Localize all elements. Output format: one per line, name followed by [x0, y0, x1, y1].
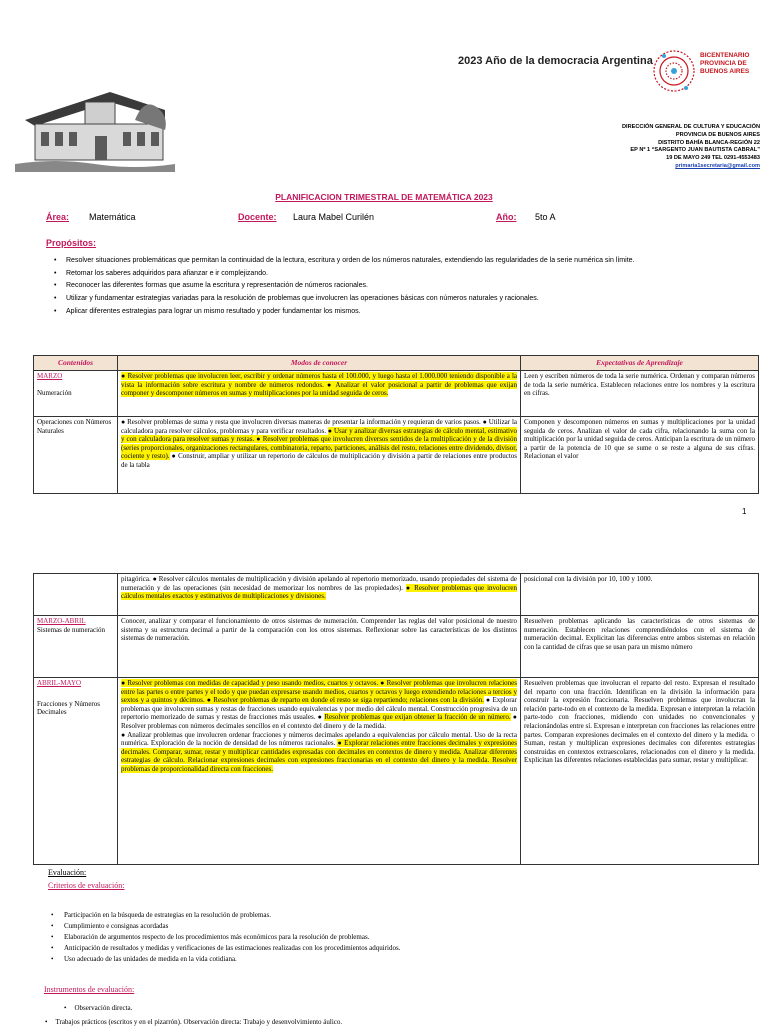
modos-cell: ● Resolver problemas que involucren leer, escribir y ordenar números hasta el 100.000, y luego hasta el 1.000.000 teniendo disponible a la vista la información sobre escritura y nombre de números redondos. ● Analizar el valor posicional a partir de problemas que exijan componer y descomponer números en sumas y multiplicaciones por la unidad seguida de ceros. — [118, 371, 521, 417]
contenido-cell: Operaciones con Números Naturales — [34, 417, 118, 494]
header-contenidos: Contenidos — [34, 356, 118, 371]
document-title: PLANIFICACION TRIMESTRAL DE MATEMÁTICA 2023 — [275, 192, 493, 202]
organization-info: DIRECCIÓN GENERAL DE CULTURA Y EDUCACIÓN PROVINCIA DE BUENOS AIRES DISTRITO BAHÍA BLANCA-REGIÓN 22 EP Nº 1 “SARGENTO JUAN BAUTISTA CABRAL” 19 DE MAYO 249 TEL 0291-4553483 primaria1secretaria@gmail.com — [560, 124, 760, 171]
planning-table-page1 — [33, 355, 759, 494]
header-modos: Modos de conocer — [118, 356, 521, 371]
list-item: • Participación en la búsqueda de estrategias en la resolución de problemas. — [64, 910, 754, 921]
instrumentos-label: Instrumentos de evaluación: — [44, 985, 135, 994]
contenido-cell — [34, 371, 118, 417]
month-label: MARZO-ABRIL — [37, 617, 86, 625]
header-title: 2023 Año de la democracia Argentina — [458, 55, 653, 67]
table-row — [34, 574, 759, 616]
expectativas-cell: Resuelven problemas aplicando las características de otros sistemas de numeración. Establecen relaciones comprendiéndolos con el sistema de numeración decimal. Explicitan las diferencias entre ambos sistemas en relación con la cantidad de cifras que se usan para un mismo número — [521, 616, 759, 678]
bicentenario-emblem-icon — [650, 44, 700, 100]
list-item: • Trabajos prácticos (escritos y en el pizarrón). Observación directa: Trabajo y desenvolvimiento áulico. — [45, 1018, 745, 1026]
docente-value: Laura Mabel Curilén — [293, 212, 375, 222]
anio-value: 5to A — [535, 212, 556, 222]
criterios-label: Criterios de evaluación: — [48, 881, 125, 890]
list-item: • Utilizar y fundamentar estrategias variadas para la resolución de problemas que involucren las operaciones básicas con números naturales y racionales. — [66, 294, 756, 304]
topic-label: Fracciones y Números Decimales — [37, 699, 100, 717]
modos-cell: Conocer, analizar y comparar el funcionamiento de otros sistemas de numeración. Comprender las reglas del valor posicional de nuestro sistema y su estructura decimal a partir de la comparación con los otros sistemas. Reflexionar sobre las características de los distintos sistemas de numeración. — [118, 616, 521, 678]
expectativas-cell: posicional con la división por 10, 100 y 1000. — [521, 574, 759, 616]
contenido-cell — [34, 616, 118, 678]
propositos-label: Propósitos: — [46, 238, 97, 248]
header-expectativas: Expectativas de Aprendizaje — [521, 356, 759, 371]
area-label: Área: — [46, 212, 70, 222]
list-item: • Uso adecuado de las unidades de medida en la vida cotidiana. — [64, 954, 754, 965]
list-item: • Resolver situaciones problemáticas que permitan la continuidad de la lectura, escritura y orden de los números naturales, extendiendo las regularidades de la serie numérica sin límite. — [66, 256, 756, 266]
logo-text: BICENTENARIO PROVINCIA DE BUENOS AIRES — [700, 52, 750, 75]
planning-table-page2 — [33, 573, 759, 865]
table-row — [34, 371, 759, 417]
modos-cell: ● Resolver problemas de suma y resta que involucren diversas maneras de presentar la información y requieran de varios pasos. ● Utilizar la calculadora para resolver cálculos, problemas y para verificar resultados. ● Usar y analizar diversas estrategias de cálculo mental, estimativo y con calculadora para resolver sumas y restas. ● Resolver problemas que involucren diversos sentidos de la multiplicación y de la división (series proporcionales, organizaciones rectangulares, combinatoria, reparto, particiones, análisis del resto, relaciones entre dividendo, divisor, cociente y resto). ● Construir, ampliar y utilizar un repertorio de cálculos de multiplicación y división a partir de relaciones entre productos de la tabla — [118, 417, 521, 494]
list-item: • Observación directa. — [64, 1004, 132, 1012]
month-label: ABRIL-MAYO — [37, 679, 82, 687]
evaluacion-label: Evaluación: — [48, 868, 87, 877]
modos-cell: ● Resolver problemas con medidas de capacidad y peso usando medios, cuartos y octavos. ● Resolver problemas que involucren relaciones entre las partes o entre partes y el todo y que puedan expresarse usando medios, cuartos y octavos y luego extendiendo relaciones a tercios y sextos y a quintos y décimos. ● Resolver problemas de reparto en donde el resto se siga repartiendo; relaciones con la división. ● Explorar problemas que involucren sumas y restas de fracciones usando equivalencias y por medio del cálculo mental. Construcción progresiva de un repertorio memorizado de sumas y restas de fracciones más usuales. ● Resolver problemas que exijan obtener la fracción de un número. ● Resolver problemas con números decimales sencillos en el contexto del dinero y de la medida. ● Analizar problemas que involucren ordenar fracciones y números decimales apelando a equivalencias por cálculo mental. Uso de la recta numérica. Exploración de la noción de densidad de los números racionales. ● Explorar relaciones entre fracciones decimales y expresiones decimales. Comparar, sumar, restar y multiplicar cantidades expresadas con decimales en contextos de dinero y medida. Analizar diferentes estrategias de cálculo. Relacionar expresiones decimales con expresiones fraccionarias en el contexto del dinero y la medida. Resolver problemas de proporcionalidad directa con fracciones. — [118, 678, 521, 865]
propositos-list — [66, 256, 766, 319]
email-link[interactable]: primaria1secretaria@gmail.com — [675, 162, 760, 169]
modos-cell: pitagórica. ● Resolver cálculos mentales de multiplicación y división apelando al repertorio memorizado, usando propiedades del sistema de numeración y de las operaciones (sin necesidad de memorizar los nombres de las propiedades). ● Resolver problemas que involucren cálculos mentales exactos y estimativos de multiplicaciones y divisiones. — [118, 574, 521, 616]
list-item: • Reconocer las diferentes formas que asume la escritura y representación de números racionales. — [66, 281, 756, 291]
table-row — [34, 616, 759, 678]
list-item: • Aplicar diferentes estrategias para lograr un mismo resultado y poder fundamentar los mismos. — [66, 307, 756, 317]
topic-label: Numeración — [37, 388, 72, 397]
area-value: Matemática — [89, 212, 136, 222]
contenido-cell — [34, 678, 118, 865]
list-item: • Elaboración de argumentos respecto de los procedimientos más económicos para la resolución de problemas. — [64, 932, 754, 943]
month-label: MARZO — [37, 372, 63, 380]
expectativas-cell: Resuelven problemas que involucran el reparto del resto. Expresan el resultado del reparto con una fracción. Identifican en la división la información para construir la expresión fraccionaria. Resuelven problemas que involucran la relación parte-todo en el contexto de la medida. Expresan e interpretan la relación parte-todo con fracciones, midiendo con unidades no convencionales y relacionándolas entre sí. Expresan e interpretan con fracciones las relaciones entre partes. Comparan expresiones decimales en el contexto del dinero y la medida. ○ Suman, restan y multiplican expresiones decimales con diferentes estrategias construidas en contextos extraescolares, relacionados con el dinero y la medida. Explicitan las diferentes relaciones establecidas para sumar, restar y multiplicar. — [521, 678, 759, 865]
school-building-image — [15, 80, 175, 172]
list-item: • Retomar los saberes adquiridos para afianzar e ir complejizando. — [66, 269, 756, 279]
topic-label: Sistemas de numeración — [37, 625, 106, 634]
criterios-list — [64, 910, 754, 965]
table-row — [34, 678, 759, 865]
list-item: • Anticipación de resultados y medidas y verificaciones de las estimaciones realizadas con los procedimientos adquiridos. — [64, 943, 754, 954]
docente-label: Docente: — [238, 212, 277, 222]
contenido-cell — [34, 574, 118, 616]
expectativas-cell: Leen y escriben números de toda la serie numérica. Ordenan y comparan números de toda la serie numérica. Establecen relaciones entre los nombres y la escritura en cifras. — [521, 371, 759, 417]
expectativas-cell: Componen y descomponen números en sumas y multiplicaciones por la unidad seguida de ceros. Analizan el valor de cada cifra, relacionando la suma con la multiplicación por la unidad seguida de ceros. Anticipan la escritura de un número a partir de la potencia de 10 que se sume o se reste a alguna de sus cifras. Relacionan el valor — [521, 417, 759, 494]
anio-label: Año: — [496, 212, 517, 222]
table-header-row — [34, 356, 759, 371]
page-number: 1 — [742, 507, 747, 516]
list-item: • Cumplimiento e consignas acordadas — [64, 921, 754, 932]
table-row — [34, 417, 759, 494]
